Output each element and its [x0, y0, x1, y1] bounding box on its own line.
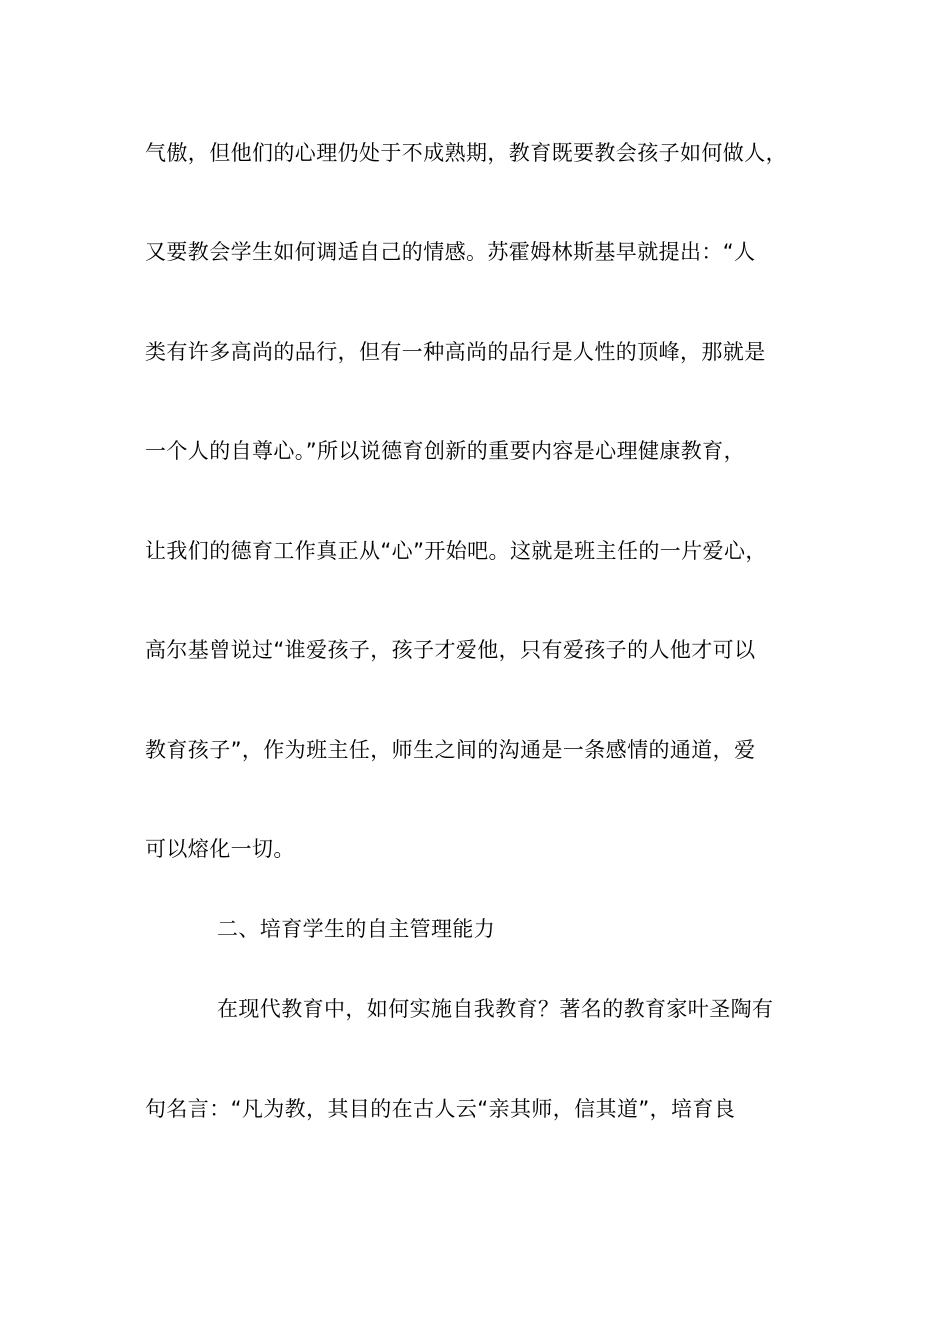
text-line: 高尔基曾说过“谁爱孩子，孩子才爱他，只有爱孩子的人他才可以 [145, 638, 756, 662]
text-line: 让我们的德育工作真正从“心”开始吧。这就是班主任的一片爱心， [145, 539, 767, 563]
text-line: 可以熔化一切。 [145, 837, 295, 861]
text-line: 一个人的自尊心。”所以说德育创新的重要内容是心理健康教育， [145, 439, 745, 463]
text-line: 气傲，但他们的心理仍处于不成熟期，教育既要教会孩子如何做人， [145, 141, 787, 165]
text-line: 教育孩子”，作为班主任，师生之间的沟通是一条感情的通道，爱 [145, 738, 756, 762]
section-heading: 二、培育学生的自主管理能力 [217, 917, 496, 941]
text-line: 类有许多高尚的品行，但有一种高尚的品行是人性的顶峰，那就是 [145, 340, 766, 364]
text-line: 句名言：“凡为教，其目的在古人云“亲其师，信其道”，培育良 [145, 1097, 736, 1121]
text-line: 又要教会学生如何调适自己的情感。苏霍姆林斯基早就提出：“人 [145, 240, 756, 264]
text-line: 在现代教育中，如何实施自我教育？著名的教育家叶圣陶有 [217, 997, 774, 1021]
